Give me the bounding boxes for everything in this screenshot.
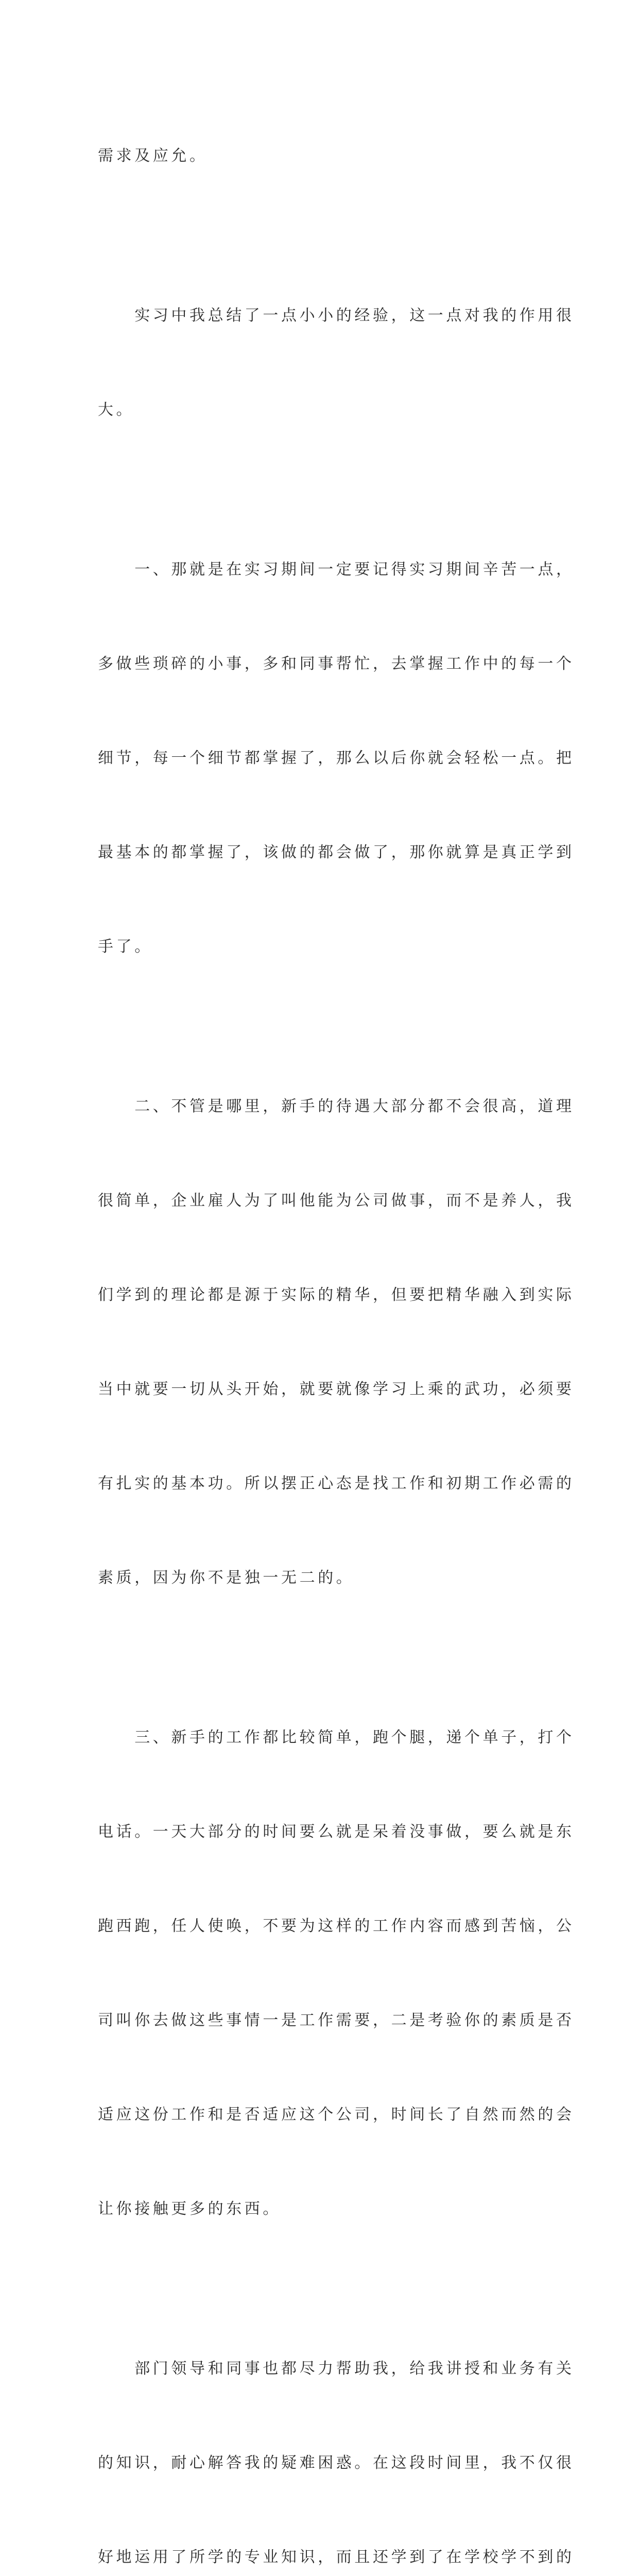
text-line: 部门领导和同事也都尽力帮助我，给我讲授和业务有关 [98, 2360, 575, 2378]
text-line: 适应这份工作和是否适应这个公司，时间长了自然而然的会 [98, 2106, 575, 2124]
text-line: 跑西跑，任人使唤，不要为这样的工作内容而感到苦恼，公 [98, 1917, 575, 1935]
text-line: 细节，每一个细节都掌握了，那么以后你就会轻松一点。把 [98, 749, 575, 767]
document-body [98, 77, 575, 2576]
text-line: 手了。 [98, 938, 153, 956]
text-line: 最基本的都掌握了，该做的都会做了，那你就算是真正学到 [98, 843, 575, 861]
text-line: 的知识，耐心解答我的疑难困惑。在这段时间里，我不仅很 [98, 2454, 575, 2472]
paragraph-3 [98, 491, 575, 1025]
text-line: 二、不管是哪里，新手的待遇大部分都不会很高，道理 [98, 1097, 575, 1115]
paragraph-6 [98, 2290, 575, 2576]
text-line: 需求及应允。 [98, 147, 208, 165]
text-line: 实习中我总结了一点小小的经验，这一点对我的作用很 [98, 307, 575, 325]
paragraph-2 [98, 237, 575, 488]
text-line: 有扎实的基本功。所以摆正心态是找工作和初期工作必需的 [98, 1475, 575, 1493]
text-line: 好地运用了所学的专业知识，而且还学到了在学校学不到的 [98, 2548, 575, 2566]
text-line: 素质，因为你不是独一无二的。 [98, 1569, 355, 1587]
text-line: 们学到的理论都是源于实际的精华，但要把精华融入到实际 [98, 1286, 575, 1304]
text-line: 当中就要一切从头开始，就要就像学习上乘的武功，必须要 [98, 1380, 575, 1398]
paragraph-1 [98, 77, 538, 234]
text-line: 大。 [98, 401, 135, 419]
text-line: 很简单，企业雇人为了叫他能为公司做事，而不是养人，我 [98, 1192, 575, 1210]
text-line: 一、那就是在实习期间一定要记得实习期间辛苦一点， [98, 561, 575, 579]
paragraph-4 [98, 1028, 575, 1656]
text-line: 多做些琐碎的小事，多和同事帮忙，去掌握工作中的每一个 [98, 655, 575, 673]
paragraph-5 [98, 1659, 575, 2287]
text-line: 让你接触更多的东西。 [98, 2200, 281, 2218]
text-line: 司叫你去做这些事情一是工作需要，二是考验你的素质是否 [98, 2011, 575, 2029]
text-line: 电话。一天大部分的时间要么就是呆着没事做，要么就是东 [98, 1823, 575, 1841]
text-line: 三、新手的工作都比较简单，跑个腿，递个单子，打个 [98, 1728, 575, 1747]
